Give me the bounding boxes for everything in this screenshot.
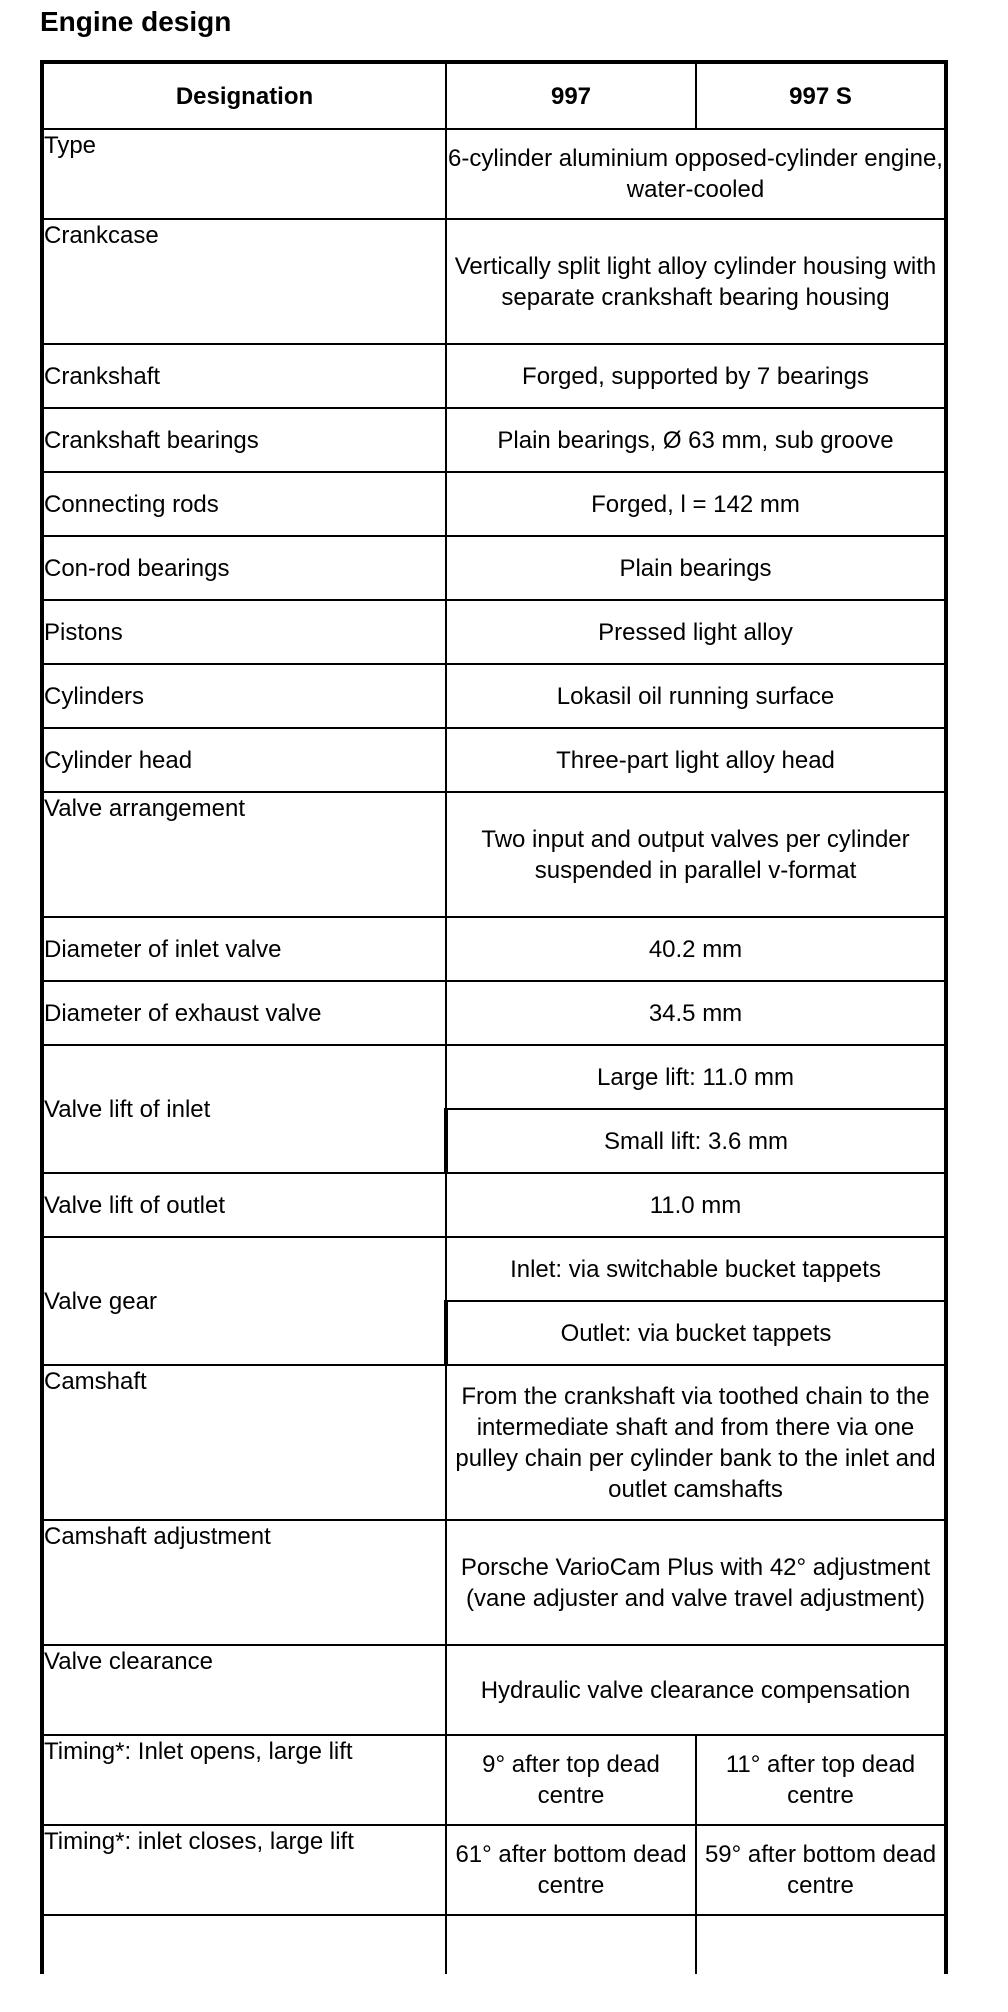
row-value: Three-part light alloy head bbox=[446, 728, 946, 792]
header-997: 997 bbox=[446, 62, 696, 129]
table-row bbox=[42, 129, 946, 219]
row-value: Forged, supported by 7 bearings bbox=[446, 344, 946, 408]
row-label: Timing*: Inlet opens, large lift bbox=[42, 1735, 446, 1825]
table-row bbox=[42, 408, 946, 472]
row-label: Camshaft bbox=[42, 1365, 446, 1520]
table-row bbox=[42, 1645, 946, 1735]
row-value: From the crankshaft via toothed chain to the intermediate shaft and from there via one pulley chain per cylinder bank to the inlet and outlet camshafts bbox=[446, 1365, 946, 1520]
table-row bbox=[42, 1173, 946, 1237]
row-label: Crankshaft bbox=[42, 344, 446, 408]
table-row bbox=[42, 1045, 946, 1109]
row-label: Crankshaft bearings bbox=[42, 408, 446, 472]
table-row bbox=[42, 344, 946, 408]
row-label: Crankcase bbox=[42, 219, 446, 344]
table-row bbox=[42, 1735, 946, 1825]
row-label: Pistons bbox=[42, 600, 446, 664]
row-label: Valve arrangement bbox=[42, 792, 446, 917]
row-value-997: 9° after top dead centre bbox=[446, 1735, 696, 1825]
header-997s: 997 S bbox=[696, 62, 946, 129]
table-row bbox=[42, 219, 946, 344]
row-label: Valve lift of outlet bbox=[42, 1173, 446, 1237]
row-value-outlet: Outlet: via bucket tappets bbox=[446, 1301, 946, 1365]
row-label: Diameter of exhaust valve bbox=[42, 981, 446, 1045]
empty-cell bbox=[696, 1915, 946, 1974]
row-label: Cylinder head bbox=[42, 728, 446, 792]
row-label: Valve lift of inlet bbox=[42, 1045, 446, 1173]
row-label: Timing*: inlet closes, large lift bbox=[42, 1825, 446, 1915]
row-value: 40.2 mm bbox=[446, 917, 946, 981]
row-value: Two input and output valves per cylinder suspended in parallel v-format bbox=[446, 792, 946, 917]
table-row bbox=[42, 472, 946, 536]
row-value: Hydraulic valve clearance compensation bbox=[446, 1645, 946, 1735]
header-designation: Designation bbox=[42, 62, 446, 129]
row-value-inlet: Inlet: via switchable bucket tappets bbox=[446, 1237, 946, 1301]
table-row bbox=[42, 1825, 946, 1915]
empty-cell bbox=[446, 1915, 696, 1974]
row-value-small-lift: Small lift: 3.6 mm bbox=[446, 1109, 946, 1173]
row-label: Con-rod bearings bbox=[42, 536, 446, 600]
row-value-997: 61° after bottom dead centre bbox=[446, 1825, 696, 1915]
row-label: Type bbox=[42, 129, 446, 219]
row-label: Valve clearance bbox=[42, 1645, 446, 1735]
table-row-empty bbox=[42, 1915, 946, 1974]
row-value: Lokasil oil running surface bbox=[446, 664, 946, 728]
table-row bbox=[42, 600, 946, 664]
empty-cell bbox=[42, 1915, 446, 1974]
table-row bbox=[42, 728, 946, 792]
row-value: Forged, l = 142 mm bbox=[446, 472, 946, 536]
table-row bbox=[42, 664, 946, 728]
row-value: Porsche VarioCam Plus with 42° adjustment (vane adjuster and valve travel adjustment) bbox=[446, 1520, 946, 1645]
row-value: 6-cylinder aluminium opposed-cylinder engine, water-cooled bbox=[446, 129, 946, 219]
table-row bbox=[42, 792, 946, 917]
table-row bbox=[42, 981, 946, 1045]
page-title: Engine design bbox=[40, 6, 232, 37]
engine-spec-table bbox=[40, 60, 948, 1974]
table-row bbox=[42, 1365, 946, 1520]
row-value: 11.0 mm bbox=[446, 1173, 946, 1237]
table-header-row bbox=[42, 62, 946, 129]
row-label: Connecting rods bbox=[42, 472, 446, 536]
table-row bbox=[42, 536, 946, 600]
row-value: Plain bearings, Ø 63 mm, sub groove bbox=[446, 408, 946, 472]
row-value-997s: 59° after bottom dead centre bbox=[696, 1825, 946, 1915]
row-value: Pressed light alloy bbox=[446, 600, 946, 664]
row-label: Camshaft adjustment bbox=[42, 1520, 446, 1645]
table-row bbox=[42, 1237, 946, 1301]
table-row bbox=[42, 1520, 946, 1645]
row-label: Cylinders bbox=[42, 664, 446, 728]
row-value: 34.5 mm bbox=[446, 981, 946, 1045]
table-row bbox=[42, 917, 946, 981]
row-value-large-lift: Large lift: 11.0 mm bbox=[446, 1045, 946, 1109]
row-label: Valve gear bbox=[42, 1237, 446, 1365]
row-label: Diameter of inlet valve bbox=[42, 917, 446, 981]
row-value-997s: 11° after top dead centre bbox=[696, 1735, 946, 1825]
row-value: Vertically split light alloy cylinder housing with separate crankshaft bearing housing bbox=[446, 219, 946, 344]
row-value: Plain bearings bbox=[446, 536, 946, 600]
